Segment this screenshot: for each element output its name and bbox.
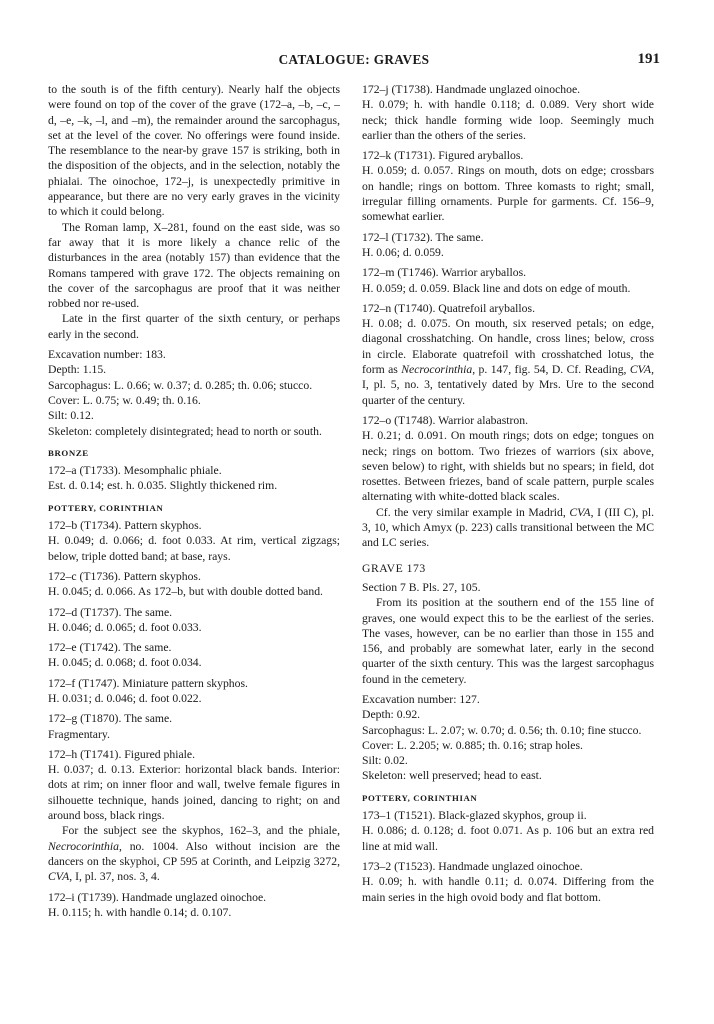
grave-heading: GRAVE 173	[362, 561, 426, 575]
entry-body: H. 0.059; d. 0.059. Black line and dots on edge of mouth.	[362, 281, 631, 295]
entry-heading: 172–l (T1732). The same.	[362, 230, 484, 244]
skeleton-note: Skeleton: well preserved; head to east.	[362, 769, 542, 783]
body-italic: CVA	[629, 363, 652, 377]
section-heading-pottery: POTTERY, CORINTHIAN	[362, 792, 478, 803]
entry-heading: 172–h (T1741). Figured phiale.	[48, 747, 196, 761]
entry-heading: 172–n (T1740). Quatrefoil aryballos.	[362, 301, 535, 315]
entry-heading: 172–j (T1738). Handmade unglazed oinochoe.	[362, 83, 581, 96]
entry-body: H. 0.037; d. 0.13. Exterior: horizontal black bands. Interior: dots at rim; on inner floor and wall, twelve female figures in silhouette technique, hands joined, dancing to right; on and around boss, black rings.	[48, 763, 340, 823]
entry-heading: 173–1 (T1521). Black-glazed skyphos, group ii.	[362, 809, 587, 823]
left-column	[48, 82, 340, 920]
section-heading-pottery: POTTERY, CORINTHIAN	[48, 502, 164, 513]
entry-heading: 172–i (T1739). Handmade unglazed oinochoe.	[48, 890, 267, 904]
entry-heading: 172–m (T1746). Warrior aryballos.	[362, 266, 527, 280]
note-text: , no. 1004. Also without incision are the dancers on the skyphoi, CP 595 at Corinth, and Leipzig 3272,	[48, 839, 340, 868]
entry-body: H. 0.079; h. with handle 0.118; d. 0.089. Very short wide neck; thick handle forming wide loop. Seemingly much earlier than the others of the series.	[362, 98, 654, 142]
skeleton-note: Skeleton: completely disintegrated; head to north or south.	[48, 424, 322, 438]
paragraph: Late in the first quarter of the sixth century, or perhaps early in the second.	[48, 312, 340, 341]
entry-body: H. 0.115; h. with handle 0.14; d. 0.107.	[48, 905, 232, 919]
body-text: , I, pl. 5, no. 3, tentatively dated by Mrs. Ure to the second quarter of the century.	[362, 363, 654, 407]
entry-body: H. 0.045; d. 0.066. As 172–b, but with double dotted band.	[48, 585, 323, 599]
body-text: H. 0.08; d. 0.075. On mouth, six reserved petals; on edge, diagonal crosshatching. On handle, cross lines; below, cross in circle. Elaborate quatrefoil with crosshatched lotus, the form as	[362, 317, 654, 377]
entry-body: Est. d. 0.14; est. h. 0.035. Slightly thickened rim.	[48, 479, 278, 493]
running-title: CATALOGUE: GRAVES	[278, 52, 430, 67]
entry-body: H. 0.045; d. 0.068; d. foot 0.034.	[48, 656, 202, 670]
excavation-number: Excavation number: 127.	[362, 692, 480, 706]
paragraph: The Roman lamp, X–281, found on the east side, was so far away that it is more likely a chance relic of the disturbances in the area (notably 157) than evidence that the Romans tampered with grave 172. The objects remaining on the cover of the sarcophagus are proof that it was neither robbed nor re-used.	[48, 220, 340, 311]
entry-body: H. 0.06; d. 0.059.	[362, 245, 444, 259]
paragraph: to the south is of the fifth century). Nearly half the objects were found on top of the cover of the grave (172–a, –b, –c, –d, –e, –k, –l, and –m), the remainder around the sarcophagus, set at the level of the cover. No offerings were found inside. The resemblance to the near-by grave 157 is striking, both in the disposition of the objects, and in the selection, notably the phialai. The oinochoe, 172–j, is unexpectedly primitive in appearance, but there are no very early graves in the vicinity to which it could belong.	[48, 83, 340, 219]
note-text: , I, pl. 37, nos. 3, 4.	[69, 870, 160, 884]
entry-body	[362, 316, 654, 408]
entry-heading: 172–f (T1747). Miniature pattern skyphos.	[48, 676, 248, 690]
page-number: 191	[637, 51, 660, 67]
entry-heading: 172–b (T1734). Pattern skyphos.	[48, 519, 202, 533]
entry-body: Fragmentary.	[48, 727, 110, 741]
cover-dimensions: Cover: L. 0.75; w. 0.49; th. 0.16.	[48, 393, 201, 407]
sarcophagus-dimensions: Sarcophagus: L. 2.07; w. 0.70; d. 0.56; th. 0.10; fine stucco.	[362, 723, 642, 737]
page-header	[48, 52, 660, 72]
note-italic: Necrocorinthia	[48, 839, 119, 853]
note-text: , I (III C), pl. 3, 10, which Amyx (p. 223) calls transitional between the MC and LC series.	[362, 505, 654, 550]
note-italic: CVA	[569, 505, 591, 519]
entry-body: H. 0.09; h. with handle 0.11; d. 0.074. Differing from the main series in the high ovoid body and flat bottom.	[362, 875, 654, 904]
entry-heading: 172–c (T1736). Pattern skyphos.	[48, 569, 201, 583]
entry-body: H. 0.059; d. 0.057. Rings on mouth, dots on edge; crossbars on handle; rings on bottom. Three komasts to right; small, irregular filling ornaments. Purple for garments. Cf. 156–9, somewhat earlier.	[362, 164, 654, 224]
right-column	[362, 82, 654, 905]
entry-heading: 173–2 (T1523). Handmade unglazed oinochoe.	[362, 859, 583, 873]
entry-body: H. 0.046; d. 0.065; d. foot 0.033.	[48, 620, 202, 634]
entry-heading: 172–e (T1742). The same.	[48, 641, 172, 655]
entry-heading: 172–d (T1737). The same.	[48, 605, 173, 619]
excavation-number: Excavation number: 183.	[48, 348, 166, 362]
note-italic: CVA	[48, 870, 70, 884]
section-heading-bronze: BRONZE	[48, 447, 89, 458]
entry-body: H. 0.049; d. 0.066; d. foot 0.033. At rim, vertical zigzags; below, triple dotted band; at base, rays.	[48, 534, 340, 563]
entry-heading: 172–o (T1748). Warrior alabastron.	[362, 413, 528, 427]
entry-note	[362, 505, 654, 551]
entry-heading: 172–g (T1870). The same.	[48, 712, 173, 726]
cover-dimensions: Cover: L. 2.205; w. 0.885; th. 0.16; strap holes.	[362, 738, 583, 752]
entry-heading: 172–a (T1733). Mesomphalic phiale.	[48, 464, 222, 478]
depth: Depth: 0.92.	[362, 708, 421, 722]
silt: Silt: 0.12.	[48, 409, 94, 423]
paragraph: From its position at the southern end of the 155 line of graves, one would expect this to be the earliest of the series. The vases, however, can be no earlier than those in 155 and 156, and probably are somewhat later, early in the second quarter of the sixth century. This was the largest sarcophagus found in the cemetery.	[362, 596, 654, 686]
sarcophagus-dimensions: Sarcophagus: L. 0.66; w. 0.37; d. 0.285; th. 0.06; stucco.	[48, 378, 313, 392]
note-text: For the subject see the skyphos, 162–3, and the phiale,	[62, 824, 340, 838]
entry-body: H. 0.21; d. 0.091. On mouth rings; dots on edge; tongues on neck; rings on bottom. Two friezes of warriors (six above, seven below) to right, with shields but no spears; in field, dot rosettes. Between friezes, band of scale pattern, purple scales alternating with white-dotted black scales.	[362, 429, 654, 504]
entry-body: H. 0.086; d. 0.128; d. foot 0.071. As p. 106 but an extra red line at mid wall.	[362, 824, 654, 853]
section-reference: Section 7 B. Pls. 27, 105.	[362, 580, 481, 594]
note-text: Cf. the very similar example in Madrid,	[376, 505, 570, 519]
entry-note	[48, 823, 340, 884]
entry-body: H. 0.031; d. 0.046; d. foot 0.022.	[48, 691, 202, 705]
depth: Depth: 1.15.	[48, 363, 107, 377]
body-text: , p. 147, fig. 54, D. Cf. Reading,	[472, 363, 630, 377]
body-italic: Necrocorinthia	[401, 363, 473, 377]
entry-heading: 172–k (T1731). Figured aryballos.	[362, 149, 524, 163]
silt: Silt: 0.02.	[362, 754, 408, 768]
